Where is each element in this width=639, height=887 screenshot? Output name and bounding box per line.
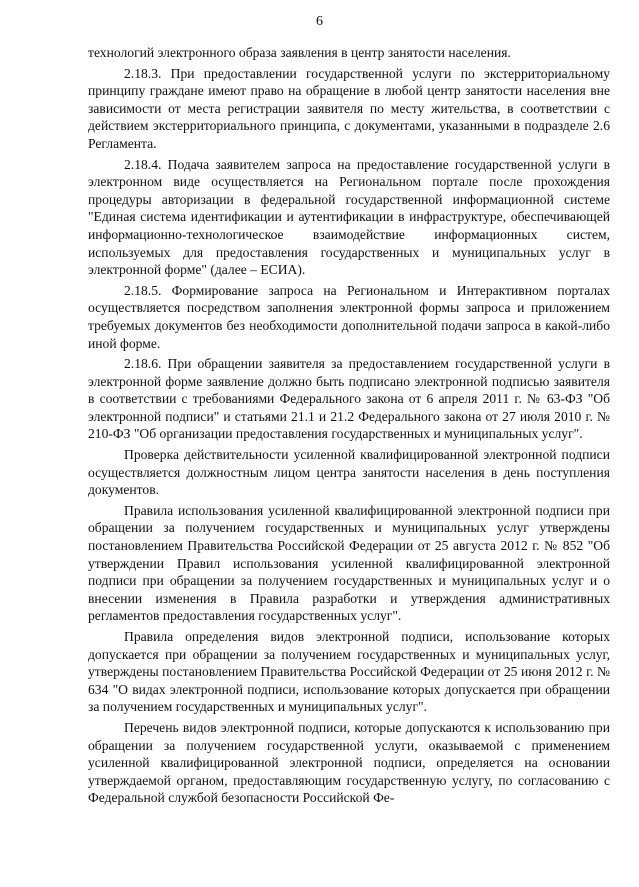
paragraph-signature-check: Проверка действительности усиленной квалифицированной электронной подписи осуществляется должностным лицом центра занятости населения в день поступления документов.	[88, 447, 610, 498]
paragraph-signature-rules: Правила использования усиленной квалифицированной электронной подписи при обращении за получением государственных и муниципальных услуг утверждены постановлением Правительства Российской Федерации от 25 августа 2012 г. № 852 "Об утверждении Правил использования усиленной квалифицированной электронной подписи при обращении за получением государственных и муниципальных услуг и о внесении изменения в Правила разработки и утверждения административных регламентов предоставления государственных услуг".	[88, 502, 610, 624]
paragraph-2-18-5: 2.18.5. Формирование запроса на Региональном и Интерактивном порталах осуществляется посредством заполнения электронной формы запроса и приложением требуемых документов без необходимости дополнительной подачи запроса в какой-либо иной форме.	[88, 282, 610, 351]
paragraph-2-18-6: 2.18.6. При обращении заявителя за предоставлением государственной услуги в электронной форме заявление должно быть подписано электронной подписью заявителя в соответствии с требованиями Федерального закона от 6 апреля 2011 г. № 63-ФЗ "Об электронной подписи" и статьями 21.1 и 21.2 Федерального закона от 27 июля 2010 г. № 210-ФЗ "Об организации предоставления государственных и муниципальных услуг".	[88, 356, 610, 442]
page-number: 6	[316, 14, 323, 29]
paragraph-signature-list: Перечень видов электронной подписи, которые допускаются к использованию при обращении за получением государственной услуги, оказываемой с применением усиленной квалифицированной электронной подписи, определяется на основании утверждаемой органом, предоставляющим государственную услугу, по согласованию с Федеральной службой безопасности Российской Фе-	[88, 719, 610, 806]
paragraph-2-18-4: 2.18.4. Подача заявителем запроса на предоставление государственной услуги в электронном виде осуществляется на Региональном портале после прохождения процедуры авторизации в федеральной государственной информационной системе "Единая система идентификации и аутентификации в инфраструктуре, обеспечивающей информационно-технологическое взаимодействие информационных систем, используемых для предоставления государственных и муниципальных услуг в электронной форме" (далее – ЕСИА).	[88, 156, 610, 278]
document-body	[88, 44, 610, 810]
paragraph-signature-types-rules: Правила определения видов электронной подписи, использование которых допускается при обращении за получением государственных и муниципальных услуг, утверждены постановлением Правительства Российской Федерации от 25 июня 2012 г. № 634 "О видах электронной подписи, использование которых допускается при обращении за получением государственных и муниципальных услуг".	[88, 629, 610, 715]
paragraph-2-18-3: 2.18.3. При предоставлении государственной услуги по экстерриториальному принципу граждане имеют право на обращение в любой центр занятости населения вне зависимости от места регистрации заявителя по месту жительства, в соответствии с действием экстерриториального принципа, с документами, указанными в подразделе 2.6 Регламента.	[88, 65, 610, 151]
paragraph-continuation: технологий электронного образа заявления в центр занятости населения.	[88, 45, 511, 60]
